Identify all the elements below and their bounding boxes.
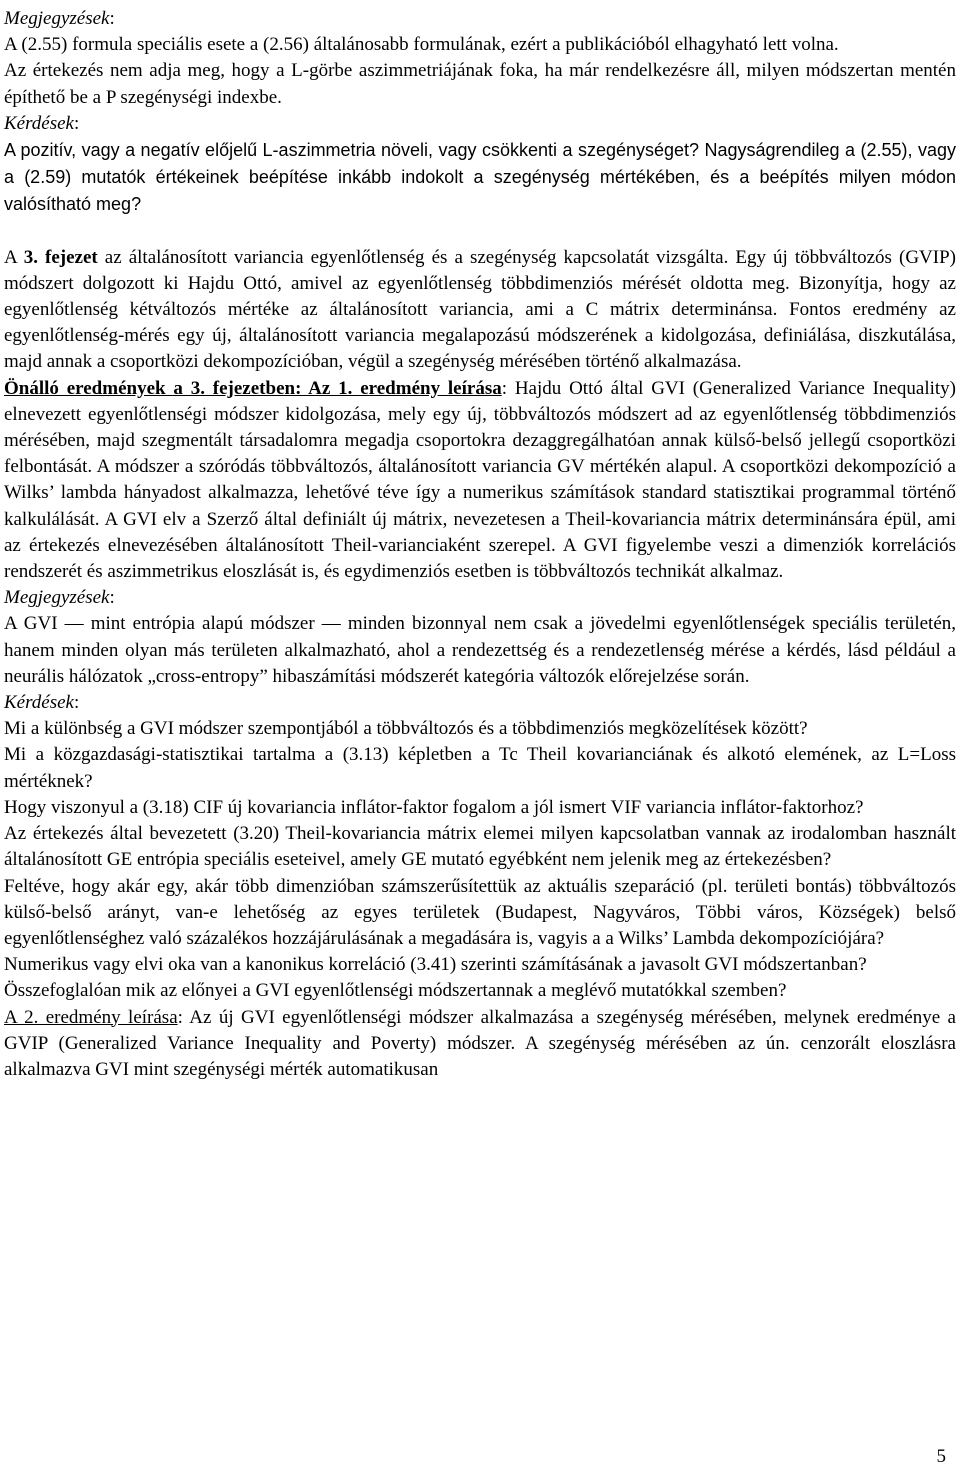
page-number: 5 [936,1446,946,1467]
result2-colon: : [177,1006,190,1028]
result1-heading: Önálló eredmények a 3. fejezetben: Az 1. eredmény leírása [4,377,502,399]
note2-text: A GVI ― mint entrópia alapú módszer ― minden bizonnyal nem csak a jövedelmi egyenlőtlenségek speciális területén, hanem minden olyan más területen alkalmazható, ahol a rendezettség és a rendezetlenség mérése a kérdés, lásd például a neurális hálózatok „cross-entropy” hibaszámítási módszerét kategória változók előrejelzése során. [4,613,956,687]
chapter3-bold: 3. fejezet [23,246,98,268]
chapter3-prefix: A [4,246,24,268]
question-item: Az értekezés által bevezetett (3.20) Theil-kovariancia mátrix elemei milyen kapcsolatban vannak az irodalomban használt általánosított GE entrópia speciális eseteivel, amely GE mutató egyébként nem jelenik meg az értekezésben? [4,823,956,871]
result1-text: Hajdu Ottó által GVI (Generalized Variance Inequality) elnevezett egyenlőtlenségi módszer kidolgozása, mely egy új, többváltozós módszert ad az egyenlőtlenség többdimenziós mérésében, majd szegmentált társadalomra megadja csoportokra dezaggregálhatóan annak külső-belső jellegű csoportközi felbontását. A módszer a szóródás többváltozós, általánosított variancia GV mértékén alapul. A csoportközi dekompozíció a Wilks’ lambda hányadost alkalmazza, lehetővé téve így a numerikus számítások standard statisztikai programmal történő kalkulálását. A GVI elv a Szerző által definiált új mátrix, nevezetesen a Theil-kovariancia mátrix determinánsára épül, ami az értekezés elnevezésében általánosított Theil-varianciaként szerepel. A GVI figyelembe veszi a dimenziók korrelációs rendszerét és aszimmetrikus eloszlását is, és egydimenziós esetben is többváltozós technikát alkalmaz. [4,377,957,583]
question-item: Mi a különbség a GVI módszer szempontjából a többváltozós és a többdimenziós megközelítések között? [4,718,808,740]
result1-colon: : [501,377,515,399]
result2-text: Az új GVI egyenlőtlenségi módszer alkalmazása a szegénység mérésében, melynek eredménye a GVIP (Generalized Variance Inequality and Poverty) módszer. A szegénység mérésében az ún. cenzorált eloszlásra alkalmazva GVI mint szegénységi mérték automatikusan [4,1006,956,1080]
chapter3-text: az általánosított variancia egyenlőtlenség és a szegénység kapcsolatát vizsgálta. Egy új többváltozós (GVIP) módszert dolgozott ki Hajdu Ottó, amivel az egyenlőtlenség többdimenziós mérését oldotta meg. Bizonyítja, hogy az egyenlőtlenség kétváltozós mértéke az általánosított variancia, ami a C mátrix determinánsa. Fontos eredmény az egyenlőtlenség-mérés egy új, általánosított variancia megalapozású módszerének a kidolgozása, definiálása, diszkutálása, majd annak a csoportközi dekompozícióban, végül a szegénység mérésében történő alkalmazása. [4,246,956,373]
note1-line2: Az értekezés nem adja meg, hogy a L-görbe aszimmetriájának foka, ha már rendelkezésre áll, milyen módszertan mentén építhető be a P szegénységi indexbe. [4,60,956,108]
note2-colon: : [109,587,115,609]
chapter3-paragraph [4,245,956,376]
note1-heading: Megjegyzések [4,8,110,29]
questions2-heading: Kérdések [4,692,74,714]
note1-colon: : [109,8,115,29]
question-item: Mi a közgazdasági-statisztikai tartalma a (3.13) képletben a Tc Theil kovarianciának és alkotó elemének, az L=Loss mértéknek? [4,744,956,792]
result2-heading [4,1007,178,1028]
questions1-q1: A pozitív, vagy a negatív előjelű L-aszimmetria növeli, vagy csökkenti a szegénységet? Nagyságrendileg a (2.55), vagy a (2.59) mutatók értékeinek beépítése inkább indokolt a szegénység mértékében, és a beépítés milyen módon valósítható meg? [4,140,956,215]
note2-heading: Megjegyzések [4,587,110,609]
result2-paragraph [4,1005,956,1084]
spacer [4,219,956,245]
question-item: Összefoglalóan mik az előnyei a GVI egyenlőtlenségi módszertannak a meglévő mutatókkal szemben? [4,980,787,1002]
questions2-block [4,690,956,716]
question-item: Numerikus vagy elvi oka van a kanonikus korreláció (3.41) szerinti számításának a javasolt GVI módszertanban? [4,954,867,976]
question-item: Feltéve, hogy akár egy, akár több dimenzióban számszerűsítettük az aktuális szeparáció (pl. területi bontás) többváltozós külső-belső arányt, van-e lehetőség az egyes területek (Budapest, Nagyváros, Többi város, Községek) belső egyenlőtlenséghez való százalékos hozzájárulásának a megadására is, vagyis a a Wilks’ Lambda dekompozíciójára? [4,875,956,949]
questions1-heading: Kérdések [4,112,74,134]
questions2-colon: : [74,692,80,714]
question-item: Hogy viszonyul a (3.18) CIF új kovariancia inflátor-faktor fogalom a jól ismert VIF variancia inflátor-faktorhoz? [4,796,864,818]
note2-block [4,585,956,690]
questions1-block [4,111,956,219]
note1-line1: A (2.55) formula speciális esete a (2.56) általánosabb formulának, ezért a publikációból elhagyható lett volna. [4,34,839,56]
note1-block [4,6,956,111]
result1-paragraph [4,376,956,586]
result2-heading-text: A 2. eredmény leírása [4,1006,178,1028]
questions1-colon: : [74,112,80,134]
